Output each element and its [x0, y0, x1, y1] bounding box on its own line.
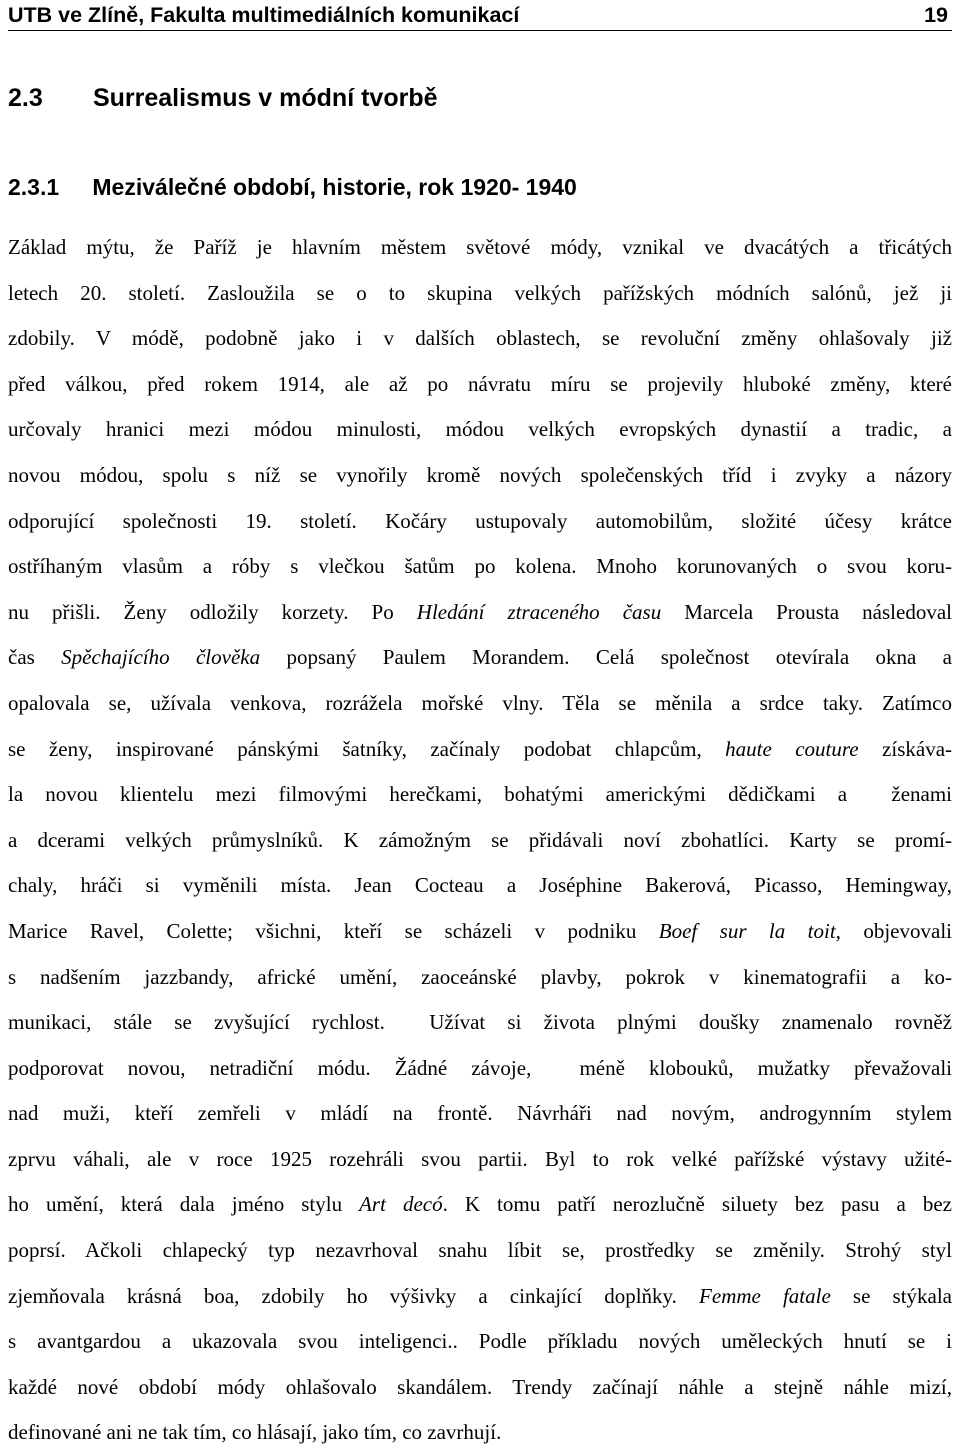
- text-line: [8, 407, 952, 453]
- section-heading: [8, 84, 438, 113]
- text-line: [8, 1319, 952, 1365]
- text-run: se ženy, inspirované pánskými šatníky, začínaly podobat chlapcům,: [8, 736, 726, 761]
- section-number: 2.3: [8, 84, 43, 112]
- text-line: [8, 955, 952, 1001]
- text-line: [8, 225, 952, 271]
- text-run: čas: [8, 645, 62, 670]
- text-line: [8, 1410, 952, 1456]
- italic-phrase: Femme fatale: [699, 1283, 831, 1308]
- text-line: [8, 544, 952, 590]
- subsection-heading: [8, 174, 577, 201]
- text-run: poprsí. Ačkoli chlapecký typ nezavrhoval snahu líbit se, prostředky se změnily. Strohý styl: [8, 1238, 952, 1263]
- text-run: před válkou, před rokem 1914, ale až po návratu míru se projevily hluboké změny, které: [8, 371, 952, 396]
- text-line: [8, 818, 952, 864]
- text-run: zprvu váhali, ale v roce 1925 rozehráli svou partii. Byl to rok velké pařížské výstavy užité-: [8, 1146, 952, 1171]
- text-line: [8, 1046, 952, 1092]
- text-run: ho umění, která dala jméno stylu: [8, 1192, 360, 1217]
- text-run: letech 20. století. Zasloužila se o to skupina velkých pařížských módních salónů, jež ji: [8, 280, 952, 305]
- text-run: nu přišli. Ženy odložily korzety. Po: [8, 599, 417, 624]
- text-line: [8, 316, 952, 362]
- text-line: [8, 271, 952, 317]
- subsection-title: Meziválečné období, historie, rok 1920- 1940: [92, 174, 577, 200]
- text-line: [8, 909, 952, 955]
- text-line: [8, 681, 952, 727]
- text-line: [8, 1000, 952, 1046]
- text-run: a dcerami velkých průmyslníků. K zámožným se přidávali noví zbohatlíci. Karty se promí-: [8, 827, 952, 852]
- text-run: získáva-: [858, 736, 953, 761]
- text-line: [8, 1274, 952, 1320]
- text-run: s nadšením jazzbandy, africké umění, zaoceánské plavby, pokrok v kinematografii a ko-: [8, 964, 952, 989]
- text-run: chaly, hráči si vyměnili místa. Jean Cocteau a Joséphine Bakerová, Picasso, Hemingway,: [8, 873, 952, 898]
- page-number: 19: [924, 3, 948, 27]
- text-line: [8, 1182, 952, 1228]
- italic-phrase: Spěchajícího člověka: [61, 645, 261, 670]
- text-run: podporovat novou, netradiční módu. Žádné závoje, méně klobouků, mužatky převažovali: [8, 1055, 952, 1080]
- text-line: [8, 499, 952, 545]
- text-run: popsaný Paulem Morandem. Celá společnost otevírala okna a: [260, 645, 952, 670]
- text-line: [8, 1365, 952, 1411]
- text-run: Marice Ravel, Colette; všichni, kteří se scházeli v podniku: [8, 918, 659, 943]
- text-run: nad muži, kteří zemřeli v mládí na frontě. Návrháři nad novým, androgynním stylem: [8, 1101, 952, 1126]
- text-run: definované ani ne tak tím, co hlásají, jako tím, co zavrhují.: [8, 1420, 502, 1445]
- header-title: UTB ve Zlíně, Fakulta multimediálních komunikací: [8, 3, 520, 27]
- text-run: opalovala se, užívala venkova, rozrážela mořské vlny. Těla se měnila a srdce taky. Zatímco: [8, 690, 952, 715]
- text-line: [8, 1091, 952, 1137]
- text-run: každé nové období módy ohlašovalo skandálem. Trendy začínají náhle a stejně náhle mizí,: [8, 1374, 952, 1399]
- text-run: se stýkala: [830, 1283, 953, 1308]
- text-line: [8, 1228, 952, 1274]
- text-line: [8, 1137, 952, 1183]
- text-run: zdobily. V módě, podobně jako i v dalších oblastech, se revoluční změny ohlašovaly již: [8, 326, 952, 351]
- text-run: Základ mýtu, že Paříž je hlavním městem světové módy, vznikal ve dvacátých a třicátých: [8, 235, 952, 259]
- italic-phrase: Art decó: [359, 1192, 443, 1217]
- text-line: [8, 772, 952, 818]
- text-run: objevovali: [840, 918, 952, 943]
- section-title: Surrealismus v módní tvorbě: [92, 84, 438, 112]
- text-run: la novou klientelu mezi filmovými herečkami, bohatými americkými dědičkami a ženami: [8, 782, 952, 807]
- text-run: zjemňovala krásná boa, zdobily ho výšivky a cinkající doplňky.: [8, 1283, 700, 1308]
- text-run: odporující společnosti 19. století. Kočáry ustupovaly automobilům, složité účesy krátce: [8, 508, 952, 533]
- text-run: s avantgardou a ukazovala svou inteligenci.. Podle příkladu nových uměleckých hnutí se i: [8, 1329, 952, 1354]
- text-line: [8, 453, 952, 499]
- text-run: Marcela Prousta následoval: [661, 599, 952, 624]
- running-header: [8, 0, 952, 31]
- text-run: munikaci, stále se zvyšující rychlost. Užívat si života plnými doušky znamenalo rovněž: [8, 1010, 952, 1035]
- text-line: [8, 863, 952, 909]
- text-run: . K tomu patří nerozlučně siluety bez pasu a bez: [442, 1192, 952, 1217]
- subsection-number: 2.3.1: [8, 174, 60, 200]
- text-line: [8, 362, 952, 408]
- italic-phrase: Hledání ztraceného času: [416, 599, 662, 624]
- text-run: novou módou, spolu s níž se vynořily kromě nových společenských tříd i zvyky a názory: [8, 462, 952, 487]
- text-run: určovaly hranici mezi módou minulosti, módou velkých evropských dynastií a tradic, a: [8, 417, 952, 442]
- body-paragraph: [8, 225, 952, 1456]
- text-line: [8, 727, 952, 773]
- text-run: ostříhaným vlasům a róby s vlečkou šatům po kolena. Mnoho korunovaných o svou koru-: [8, 554, 952, 579]
- italic-phrase: haute couture: [725, 736, 859, 761]
- text-line: [8, 590, 952, 636]
- text-line: [8, 635, 952, 681]
- italic-phrase: Boef sur la toit,: [658, 918, 841, 943]
